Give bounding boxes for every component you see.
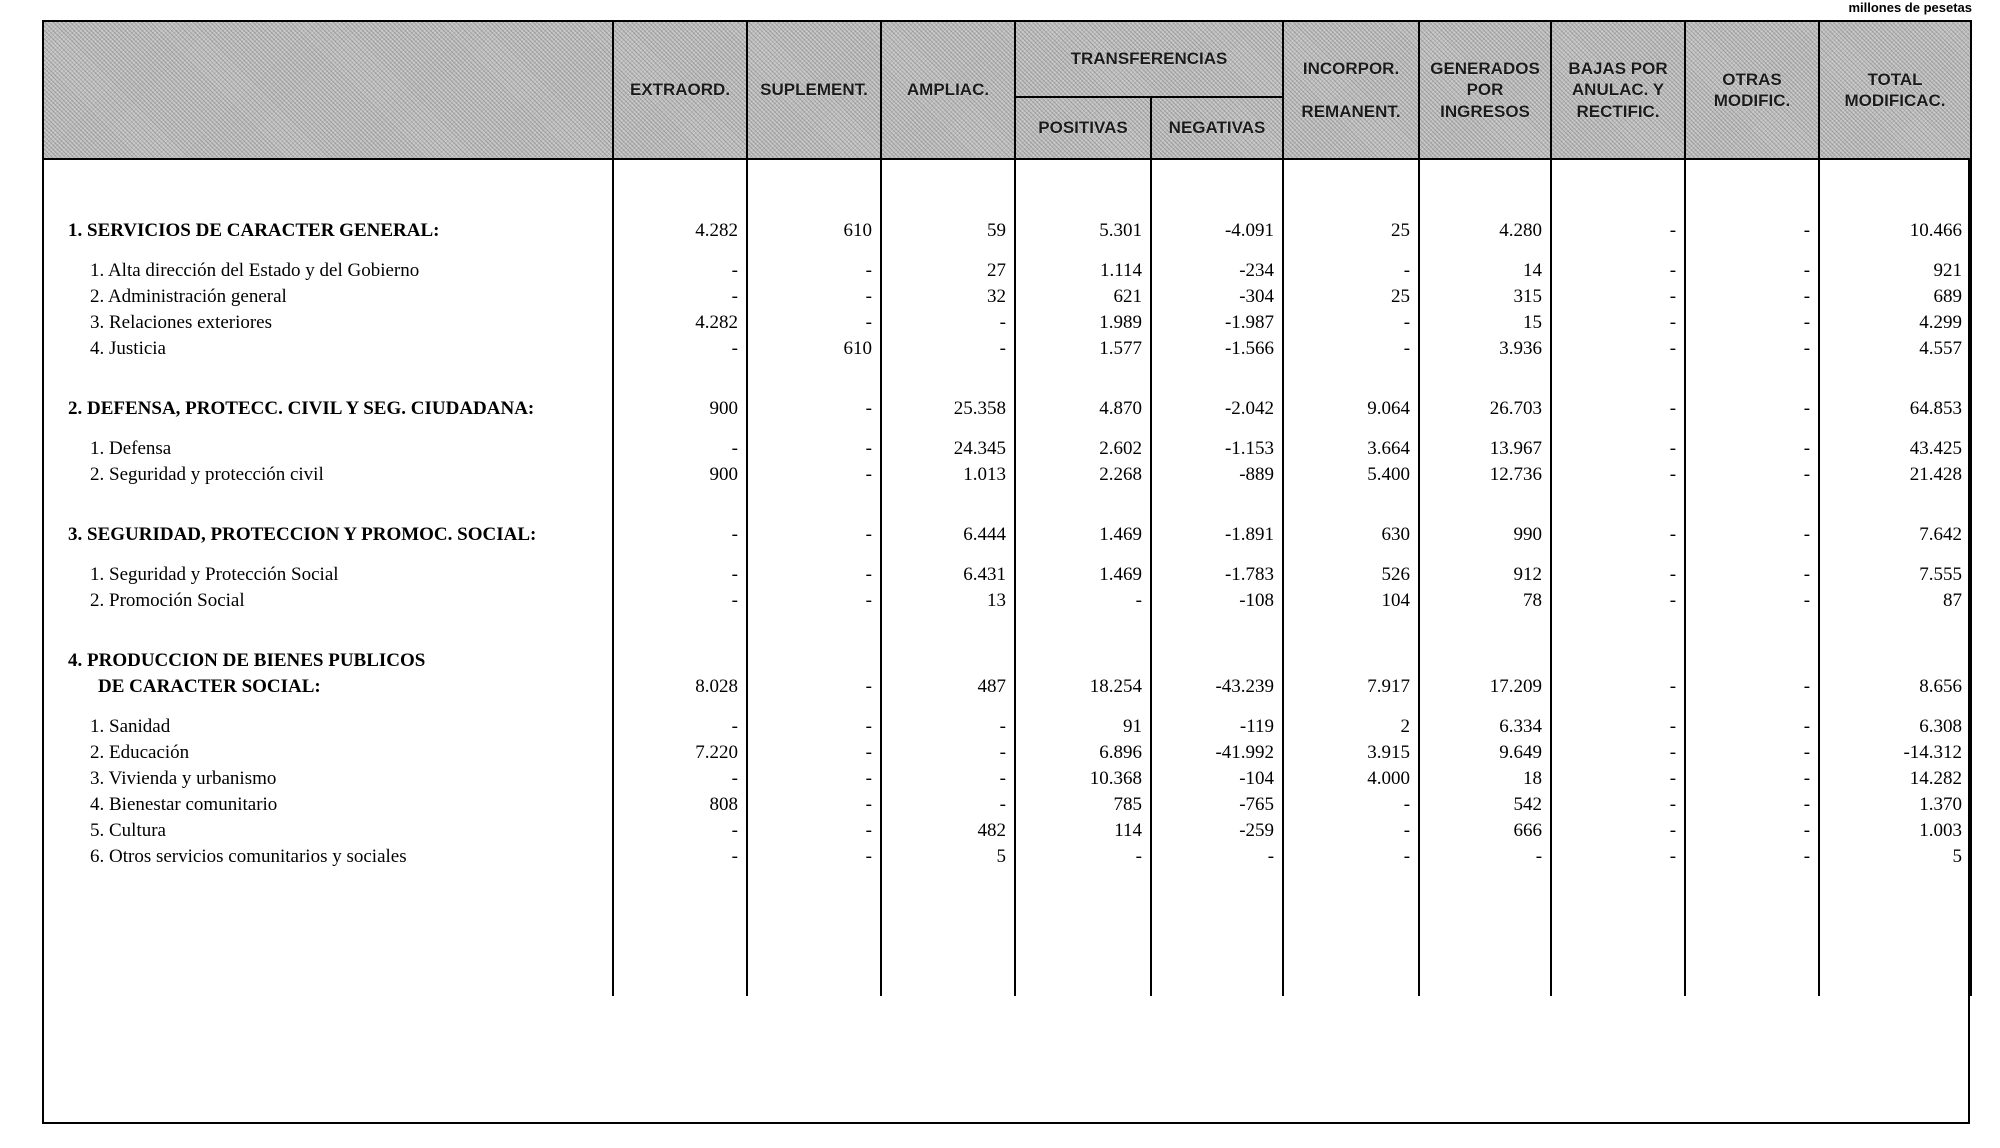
cell-value: - — [1551, 284, 1685, 310]
cell-value: - — [613, 562, 747, 588]
cell-value — [1685, 648, 1819, 674]
cell-value: - — [1283, 818, 1419, 844]
cell-value: 785 — [1015, 792, 1151, 818]
section-row — [43, 648, 1971, 674]
cell-value: 10.466 — [1819, 218, 1971, 244]
cell-value: - — [1685, 284, 1819, 310]
cell-value: 900 — [613, 462, 747, 488]
cell-value: - — [1551, 740, 1685, 766]
cell-value: - — [1283, 792, 1419, 818]
cell-value: - — [1551, 844, 1685, 870]
cell-value: -1.783 — [1151, 562, 1283, 588]
cell-value: - — [747, 588, 881, 614]
cell-value: 7.642 — [1819, 522, 1971, 548]
cell-value: 13 — [881, 588, 1015, 614]
table-row — [43, 740, 1971, 766]
cell-value: 21.428 — [1819, 462, 1971, 488]
cell-value: 990 — [1419, 522, 1551, 548]
col-bajas: BAJAS POR ANULAC. Y RECTIFIC. — [1551, 21, 1685, 159]
cell-value: 114 — [1015, 818, 1151, 844]
row-label: 1. Seguridad y Protección Social — [43, 562, 613, 588]
cell-value: - — [1685, 396, 1819, 422]
cell-value: 689 — [1819, 284, 1971, 310]
cell-value: 8.028 — [613, 674, 747, 700]
cell-value: - — [881, 714, 1015, 740]
cell-value: - — [881, 766, 1015, 792]
cell-value: 9.649 — [1419, 740, 1551, 766]
cell-value: - — [1685, 436, 1819, 462]
cell-value: -1.153 — [1151, 436, 1283, 462]
cell-value: - — [1551, 588, 1685, 614]
cell-value: 6.334 — [1419, 714, 1551, 740]
row-label: 1. Alta dirección del Estado y del Gobierno — [43, 258, 613, 284]
cell-value: 610 — [747, 218, 881, 244]
cell-value: - — [1551, 310, 1685, 336]
cell-value: 542 — [1419, 792, 1551, 818]
table-row — [43, 562, 1971, 588]
cell-value: - — [747, 396, 881, 422]
row-label: 2. Educación — [43, 740, 613, 766]
cell-value: 1.989 — [1015, 310, 1151, 336]
spacer-row — [43, 422, 1971, 436]
cell-value: 6.444 — [881, 522, 1015, 548]
cell-value: 104 — [1283, 588, 1419, 614]
col-otras: OTRAS MODIFIC. — [1685, 21, 1819, 159]
header-corner — [43, 21, 613, 159]
cell-value: - — [747, 766, 881, 792]
cell-value: 27 — [881, 258, 1015, 284]
cell-value: -43.239 — [1151, 674, 1283, 700]
cell-value: - — [613, 436, 747, 462]
cell-value: - — [747, 310, 881, 336]
table-row — [43, 588, 1971, 614]
row-label: 2. Promoción Social — [43, 588, 613, 614]
row-label: 3. Relaciones exteriores — [43, 310, 613, 336]
cell-value: - — [747, 844, 881, 870]
cell-value: -889 — [1151, 462, 1283, 488]
cell-value: - — [1685, 844, 1819, 870]
cell-value: 12.736 — [1419, 462, 1551, 488]
cell-value: - — [613, 522, 747, 548]
cell-value: - — [1551, 436, 1685, 462]
cell-value: 2.268 — [1015, 462, 1151, 488]
cell-value: 3.936 — [1419, 336, 1551, 362]
cell-value: 26.703 — [1419, 396, 1551, 422]
cell-value: 9.064 — [1283, 396, 1419, 422]
section-row — [43, 674, 1971, 700]
cell-value: 4.557 — [1819, 336, 1971, 362]
cell-value: -304 — [1151, 284, 1283, 310]
spacer-row — [43, 614, 1971, 648]
row-label: 5. Cultura — [43, 818, 613, 844]
cell-value: 526 — [1283, 562, 1419, 588]
cell-value: - — [613, 336, 747, 362]
cell-value: 78 — [1419, 588, 1551, 614]
cell-value: - — [1551, 562, 1685, 588]
cell-value: 666 — [1419, 818, 1551, 844]
cell-value: -41.992 — [1151, 740, 1283, 766]
cell-value: - — [613, 258, 747, 284]
spacer-row — [43, 159, 1971, 218]
cell-value — [1283, 648, 1419, 674]
unit-note: millones de pesetas — [1848, 0, 1972, 15]
cell-value: - — [1685, 588, 1819, 614]
cell-value: -2.042 — [1151, 396, 1283, 422]
cell-value: 1.003 — [1819, 818, 1971, 844]
cell-value — [1419, 648, 1551, 674]
cell-value: 4.282 — [613, 218, 747, 244]
spacer-row — [43, 700, 1971, 714]
cell-value: - — [1551, 714, 1685, 740]
cell-value: 1.013 — [881, 462, 1015, 488]
row-label: 3. Vivienda y urbanismo — [43, 766, 613, 792]
table-row — [43, 462, 1971, 488]
table-row — [43, 310, 1971, 336]
cell-value: 15 — [1419, 310, 1551, 336]
cell-value: 4.870 — [1015, 396, 1151, 422]
cell-value: 6.308 — [1819, 714, 1971, 740]
cell-value: - — [1685, 562, 1819, 588]
cell-value: 5 — [881, 844, 1015, 870]
cell-value: -234 — [1151, 258, 1283, 284]
cell-value: 4.280 — [1419, 218, 1551, 244]
cell-value: 2.602 — [1015, 436, 1151, 462]
cell-value: - — [881, 336, 1015, 362]
cell-value: - — [747, 436, 881, 462]
row-label: 1. Sanidad — [43, 714, 613, 740]
cell-value: 3.664 — [1283, 436, 1419, 462]
col-incorpor: INCORPOR. REMANENT. — [1283, 21, 1419, 159]
section-row — [43, 396, 1971, 422]
cell-value: -104 — [1151, 766, 1283, 792]
cell-value — [747, 648, 881, 674]
cell-value: - — [747, 818, 881, 844]
spacer-row — [43, 244, 1971, 258]
cell-value: - — [1685, 310, 1819, 336]
cell-value: -14.312 — [1819, 740, 1971, 766]
row-label: 1. SERVICIOS DE CARACTER GENERAL: — [43, 218, 613, 244]
cell-value: 630 — [1283, 522, 1419, 548]
cell-value: 4.000 — [1283, 766, 1419, 792]
cell-value: - — [747, 462, 881, 488]
cell-value: - — [1283, 336, 1419, 362]
table-row — [43, 436, 1971, 462]
cell-value: - — [613, 818, 747, 844]
col-negativas: NEGATIVAS — [1151, 97, 1283, 159]
cell-value: 6.896 — [1015, 740, 1151, 766]
cell-value: - — [747, 562, 881, 588]
cell-value: 87 — [1819, 588, 1971, 614]
cell-value — [1551, 648, 1685, 674]
cell-value: 4.282 — [613, 310, 747, 336]
cell-value: - — [1551, 258, 1685, 284]
cell-value: - — [1685, 818, 1819, 844]
cell-value: - — [1685, 522, 1819, 548]
cell-value: - — [881, 792, 1015, 818]
cell-value: - — [1283, 310, 1419, 336]
cell-value: - — [747, 522, 881, 548]
row-label: 2. Administración general — [43, 284, 613, 310]
row-label: 6. Otros servicios comunitarios y sociales — [43, 844, 613, 870]
cell-value: - — [1551, 396, 1685, 422]
cell-value: - — [1419, 844, 1551, 870]
cell-value: 3.915 — [1283, 740, 1419, 766]
col-suplement: SUPLEMENT. — [747, 21, 881, 159]
cell-value: 32 — [881, 284, 1015, 310]
col-transferencias: TRANSFERENCIAS — [1015, 21, 1283, 97]
cell-value: - — [747, 284, 881, 310]
cell-value: - — [1685, 336, 1819, 362]
cell-value: 1.577 — [1015, 336, 1151, 362]
spacer-row — [43, 548, 1971, 562]
cell-value: 18 — [1419, 766, 1551, 792]
col-positivas: POSITIVAS — [1015, 97, 1151, 159]
cell-value: - — [1551, 462, 1685, 488]
cell-value: 6.431 — [881, 562, 1015, 588]
cell-value: 7.917 — [1283, 674, 1419, 700]
row-label: 4. Bienestar comunitario — [43, 792, 613, 818]
cell-value: - — [1283, 844, 1419, 870]
cell-value: - — [1551, 766, 1685, 792]
cell-value: 7.220 — [613, 740, 747, 766]
cell-value: - — [1551, 522, 1685, 548]
spacer-row — [43, 488, 1971, 522]
table-row — [43, 336, 1971, 362]
cell-value: 10.368 — [1015, 766, 1151, 792]
table-row — [43, 284, 1971, 310]
cell-value — [1151, 648, 1283, 674]
row-label: 3. SEGURIDAD, PROTECCION Y PROMOC. SOCIAL: — [43, 522, 613, 548]
cell-value: 1.370 — [1819, 792, 1971, 818]
cell-value — [1819, 648, 1971, 674]
cell-value: 315 — [1419, 284, 1551, 310]
cell-value: - — [1015, 844, 1151, 870]
cell-value: - — [1685, 258, 1819, 284]
cell-value: 8.656 — [1819, 674, 1971, 700]
cell-value: -1.566 — [1151, 336, 1283, 362]
cell-value: - — [1685, 740, 1819, 766]
cell-value: - — [747, 740, 881, 766]
row-label: DE CARACTER SOCIAL: — [43, 674, 613, 700]
table-row — [43, 714, 1971, 740]
cell-value: - — [1685, 714, 1819, 740]
cell-value — [613, 648, 747, 674]
cell-value: 5.400 — [1283, 462, 1419, 488]
cell-value: - — [1551, 674, 1685, 700]
cell-value: 1.469 — [1015, 522, 1151, 548]
cell-value: -765 — [1151, 792, 1283, 818]
cell-value: 610 — [747, 336, 881, 362]
cell-value: -108 — [1151, 588, 1283, 614]
cell-value: - — [1015, 588, 1151, 614]
cell-value: 14.282 — [1819, 766, 1971, 792]
spacer-row — [43, 362, 1971, 396]
cell-value: -1.891 — [1151, 522, 1283, 548]
cell-value: 621 — [1015, 284, 1151, 310]
cell-value: - — [1283, 258, 1419, 284]
table-row — [43, 258, 1971, 284]
cell-value: 900 — [613, 396, 747, 422]
cell-value: 808 — [613, 792, 747, 818]
row-label: 4. PRODUCCION DE BIENES PUBLICOS — [43, 648, 613, 674]
cell-value — [881, 648, 1015, 674]
cell-value: - — [613, 714, 747, 740]
cell-value — [1015, 648, 1151, 674]
cell-value: - — [1151, 844, 1283, 870]
cell-value: 5.301 — [1015, 218, 1151, 244]
section-row — [43, 218, 1971, 244]
cell-value: - — [1685, 766, 1819, 792]
cell-value: - — [1685, 218, 1819, 244]
cell-value: - — [613, 766, 747, 792]
cell-value: 1.469 — [1015, 562, 1151, 588]
cell-value: 4.299 — [1819, 310, 1971, 336]
cell-value: - — [1551, 218, 1685, 244]
cell-value: - — [747, 674, 881, 700]
cell-value: 7.555 — [1819, 562, 1971, 588]
cell-value: 59 — [881, 218, 1015, 244]
cell-value: - — [881, 740, 1015, 766]
row-label: 1. Defensa — [43, 436, 613, 462]
cell-value: 64.853 — [1819, 396, 1971, 422]
cell-value: - — [1685, 462, 1819, 488]
cell-value: - — [747, 258, 881, 284]
cell-value: - — [1551, 336, 1685, 362]
cell-value: -4.091 — [1151, 218, 1283, 244]
section-row — [43, 522, 1971, 548]
cell-value: 487 — [881, 674, 1015, 700]
table-row — [43, 792, 1971, 818]
cell-value: 25.358 — [881, 396, 1015, 422]
cell-value: - — [1551, 792, 1685, 818]
col-generados: GENERADOS POR INGRESOS — [1419, 21, 1551, 159]
cell-value: - — [747, 792, 881, 818]
cell-value: - — [1551, 818, 1685, 844]
spacer-row — [43, 870, 1971, 996]
table-row — [43, 844, 1971, 870]
cell-value: - — [613, 284, 747, 310]
cell-value: 921 — [1819, 258, 1971, 284]
col-ampliac: AMPLIAC. — [881, 21, 1015, 159]
col-total: TOTAL MODIFICAC. — [1819, 21, 1971, 159]
cell-value: - — [613, 844, 747, 870]
cell-value: - — [881, 310, 1015, 336]
cell-value: -1.987 — [1151, 310, 1283, 336]
cell-value: 24.345 — [881, 436, 1015, 462]
cell-value: 25 — [1283, 218, 1419, 244]
table-body — [43, 159, 1971, 996]
cell-value: 14 — [1419, 258, 1551, 284]
cell-value: 2 — [1283, 714, 1419, 740]
cell-value: 912 — [1419, 562, 1551, 588]
row-label: 4. Justicia — [43, 336, 613, 362]
table-row — [43, 818, 1971, 844]
cell-value: 482 — [881, 818, 1015, 844]
cell-value: 17.209 — [1419, 674, 1551, 700]
cell-value: -119 — [1151, 714, 1283, 740]
cell-value: 25 — [1283, 284, 1419, 310]
cell-value: 43.425 — [1819, 436, 1971, 462]
cell-value: 18.254 — [1015, 674, 1151, 700]
col-extraord: EXTRAORD. — [613, 21, 747, 159]
cell-value: - — [1685, 792, 1819, 818]
cell-value: 91 — [1015, 714, 1151, 740]
cell-value: - — [1685, 674, 1819, 700]
cell-value: -259 — [1151, 818, 1283, 844]
cell-value: 13.967 — [1419, 436, 1551, 462]
row-label: 2. Seguridad y protección civil — [43, 462, 613, 488]
row-label: 2. DEFENSA, PROTECC. CIVIL Y SEG. CIUDADANA: — [43, 396, 613, 422]
cell-value: - — [747, 714, 881, 740]
cell-value: 1.114 — [1015, 258, 1151, 284]
cell-value: - — [613, 588, 747, 614]
cell-value: 5 — [1819, 844, 1971, 870]
table-row — [43, 766, 1971, 792]
budget-modifications-table — [42, 20, 1972, 996]
